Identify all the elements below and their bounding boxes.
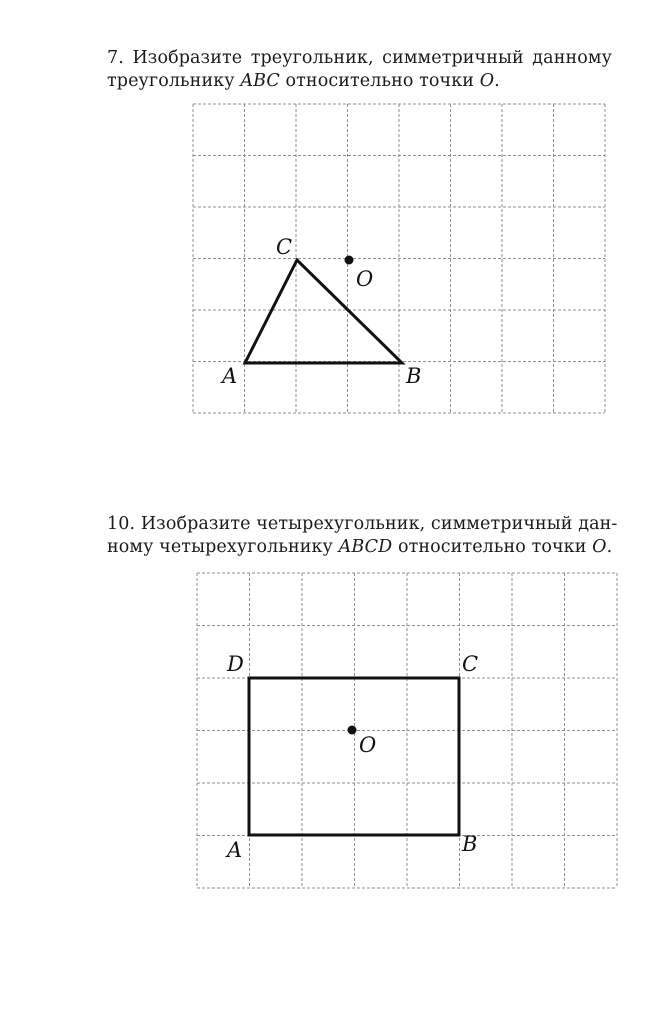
problem-7-figure: [180, 96, 610, 436]
label-c: C: [276, 235, 293, 259]
center-point-name: O: [479, 71, 495, 91]
triangle-name: ABC: [240, 71, 280, 91]
label-o: O: [356, 267, 374, 291]
problem-7-statement: [107, 47, 612, 93]
label-a: A: [227, 838, 243, 862]
label-o: O: [359, 733, 377, 757]
quadrilateral-name: ABCD: [338, 537, 393, 557]
label-c: C: [462, 652, 479, 676]
label-b: B: [406, 364, 422, 388]
label-a: A: [222, 364, 238, 388]
point-o: [348, 726, 357, 735]
problem-10-grid: [185, 565, 625, 895]
problem-7-number: 7.: [107, 48, 124, 68]
problem-7-line-2: треугольнику ABC относительно точки O.: [107, 71, 500, 91]
center-point-name: O: [592, 537, 607, 557]
triangle-abc: [245, 260, 402, 363]
problem-10-line-2: ному четырехугольнику ABCD относительно точки O.: [107, 537, 613, 557]
grid-lines: [197, 573, 617, 888]
problem-10-statement: [107, 513, 618, 559]
grid-lines: [193, 104, 605, 413]
label-d: D: [227, 652, 244, 676]
problem-7-line-1: 7. Изобразите треугольник, симметричный данному: [107, 48, 612, 68]
point-o: [345, 256, 354, 265]
quadrilateral-abcd: [249, 678, 459, 835]
label-b: B: [462, 832, 478, 856]
problem-10-line-1: 10. Изобразите четырехугольник, симметричный дан-: [107, 514, 618, 534]
problem-10-number: 10.: [107, 514, 136, 534]
problem-7-grid: [180, 96, 610, 436]
problem-10-figure: [185, 565, 625, 895]
